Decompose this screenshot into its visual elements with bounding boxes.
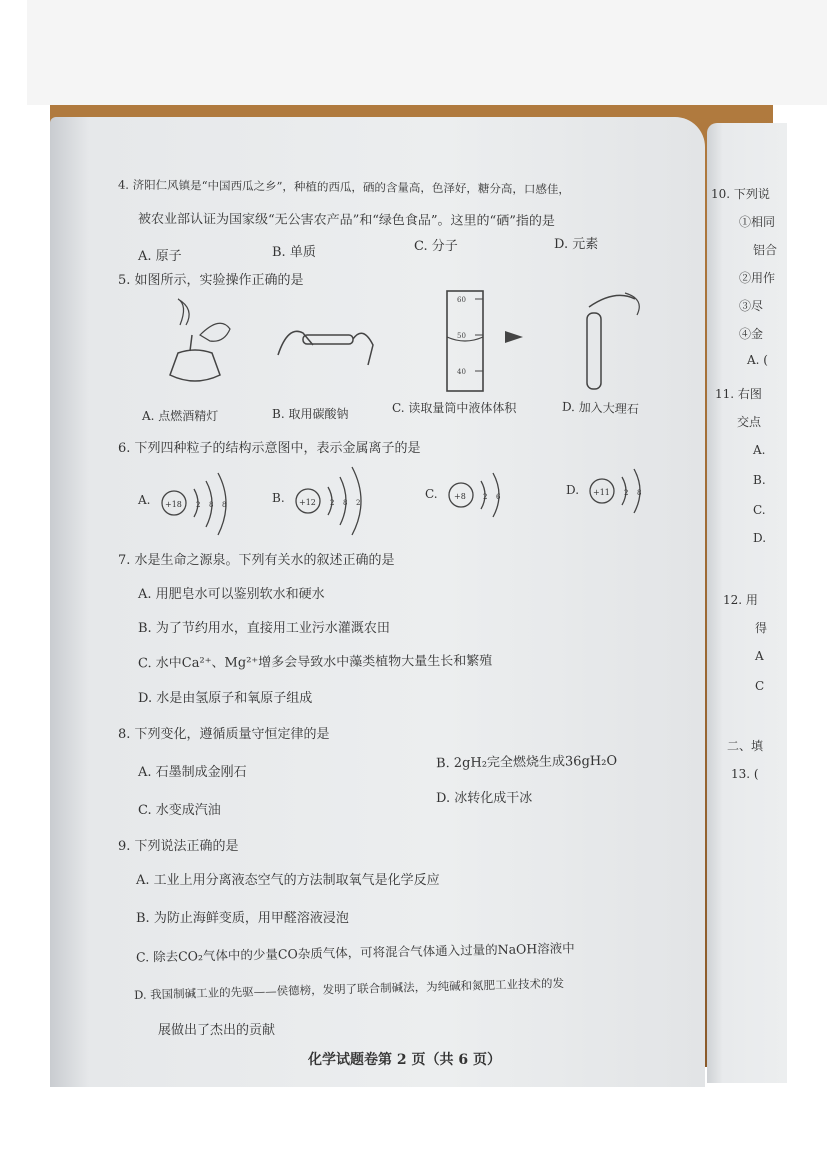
q5-option-a: A. 点燃酒精灯 — [142, 409, 219, 423]
atom-b-nucleus: +12 — [299, 498, 316, 507]
q4-option-d: D. 元素 — [554, 237, 599, 252]
right-q12-a: A — [755, 649, 764, 663]
graduated-cylinder-figure — [435, 285, 555, 395]
right-q10-1b: 铝合 — [753, 243, 778, 257]
atom-a-shell-3: 8 — [222, 501, 227, 509]
atom-a-shell-1: 2 — [196, 501, 201, 509]
atom-structure-b — [292, 463, 382, 547]
q8-stem: 8. 下列变化，遵循质量守恒定律的是 — [118, 727, 330, 742]
right-q11-c: C. — [753, 503, 766, 517]
q4-option-c: C. 分子 — [414, 239, 458, 254]
q4-option-b: B. 单质 — [272, 245, 316, 260]
right-q10: 10. 下列说 — [711, 187, 770, 201]
q6-stem: 6. 下列四种粒子的结构示意图中，表示金属离子的是 — [118, 441, 421, 456]
exam-page-right — [707, 123, 787, 1083]
marble-tube-figure — [575, 285, 655, 395]
right-q11-b: B. — [753, 473, 766, 487]
right-q10-1: ①相同 — [739, 215, 776, 229]
q4-option-a: A. 原子 — [138, 249, 182, 264]
cylinder-tick-40: 40 — [457, 368, 466, 376]
exam-page-left — [50, 117, 705, 1087]
atom-structure-c — [445, 467, 515, 537]
test-tube-figure — [268, 305, 378, 375]
q8-option-b: B. 2gH₂完全燃烧生成36gH₂O — [435, 753, 618, 772]
atom-a-shell-2: 8 — [209, 501, 214, 509]
q7-stem: 7. 水是生命之源泉。下列有关水的叙述正确的是 — [118, 553, 395, 568]
q9-option-d: D. 我国制碱工业的先驱——侯德榜，发明了联合制碱法，为纯碱和氮肥工业技术的发 — [133, 975, 565, 1003]
atom-b-shell-1: 2 — [330, 499, 335, 507]
right-q12-cont: 得 — [755, 621, 768, 635]
atom-b-shell-2: 8 — [343, 499, 348, 507]
q5-option-b: B. 取用碳酸钠 — [272, 407, 349, 421]
q7-option-c: C. 水中Ca²⁺、Mg²⁺增多会导致水中藻类植物大量生长和繁殖 — [137, 653, 493, 672]
right-q11-d: D. — [753, 531, 767, 545]
q6-option-a-letter: A. — [138, 493, 151, 507]
q5-option-d: D. 加入大理石 — [561, 399, 640, 417]
atom-a-nucleus: +18 — [165, 500, 182, 509]
q5-option-c: C. 读取量筒中液体体积 — [392, 401, 517, 415]
q6-option-c-letter: C. — [425, 487, 438, 501]
alcohol-lamp-figure — [150, 295, 240, 385]
right-q11: 11. 右图 — [715, 387, 762, 401]
q9-option-b: B. 为防止海鲜变质，用甲醛溶液浸泡 — [136, 911, 349, 926]
atom-d-nucleus: +11 — [593, 488, 610, 497]
atom-b-shell-3: 2 — [356, 499, 361, 507]
right-section-2: 二、填 — [727, 739, 764, 753]
atom-structure-a — [158, 467, 248, 547]
right-q12: 12. 用 — [723, 593, 758, 607]
right-q13: 13. ( — [731, 767, 759, 781]
q7-option-d: D. 水是由氢原子和氧原子组成 — [138, 691, 313, 706]
right-q10-2: ②用作 — [739, 271, 776, 285]
q9-option-c: C. 除去CO₂气体中的少量CO杂质气体，可将混合气体通入过量的NaOH溶液中 — [135, 940, 575, 965]
right-q10-a: A. ( — [747, 353, 768, 367]
right-q12-c: C — [755, 679, 765, 693]
q8-option-d: D. 冰转化成干冰 — [436, 791, 533, 806]
atom-c-shell-2: 6 — [496, 493, 501, 501]
q7-option-a: A. 用肥皂水可以鉴别软水和硬水 — [138, 587, 325, 602]
right-q11-a: A. — [753, 443, 766, 457]
atom-d-shell-1: 2 — [624, 489, 629, 497]
q9-option-d-cont: 展做出了杰出的贡献 — [158, 1023, 276, 1038]
q9-option-a: A. 工业上用分离液态空气的方法制取氧气是化学反应 — [136, 873, 440, 888]
q4-line2: 被农业部认证为国家级“无公害农产品”和“绿色食品”。这里的“硒”指的是 — [137, 211, 555, 230]
atom-c-shell-1: 2 — [483, 493, 488, 501]
q8-option-a: A. 石墨制成金刚石 — [138, 765, 247, 780]
page-footer: 化学试题卷第 2 页（共 6 页） — [308, 1052, 501, 1068]
q8-option-c: C. 水变成汽油 — [138, 803, 221, 818]
q7-option-b: B. 为了节约用水，直接用工业污水灌溉农田 — [138, 621, 390, 636]
cylinder-tick-50: 50 — [457, 332, 466, 340]
q5-stem: 5. 如图所示，实验操作正确的是 — [118, 273, 304, 288]
right-q10-3: ③尽 — [739, 299, 764, 313]
q6-option-d-letter: D. — [566, 483, 580, 497]
cylinder-tick-60: 60 — [457, 296, 466, 304]
atom-structure-d — [586, 463, 656, 533]
right-q10-4: ④金 — [739, 327, 764, 341]
atom-c-nucleus: +8 — [454, 492, 466, 501]
atom-d-shell-2: 8 — [637, 489, 642, 497]
q4-line1: 4. 济阳仁风镇是“中国西瓜之乡”，种植的西瓜，硒的含量高，色泽好，糖分高，口感佳， — [117, 177, 570, 197]
q9-stem: 9. 下列说法正确的是 — [118, 839, 239, 854]
right-q11-cont: 交点 — [737, 415, 762, 429]
top-blank-band — [27, 0, 827, 105]
exam-photo — [50, 105, 778, 1068]
q6-option-b-letter: B. — [272, 491, 285, 505]
